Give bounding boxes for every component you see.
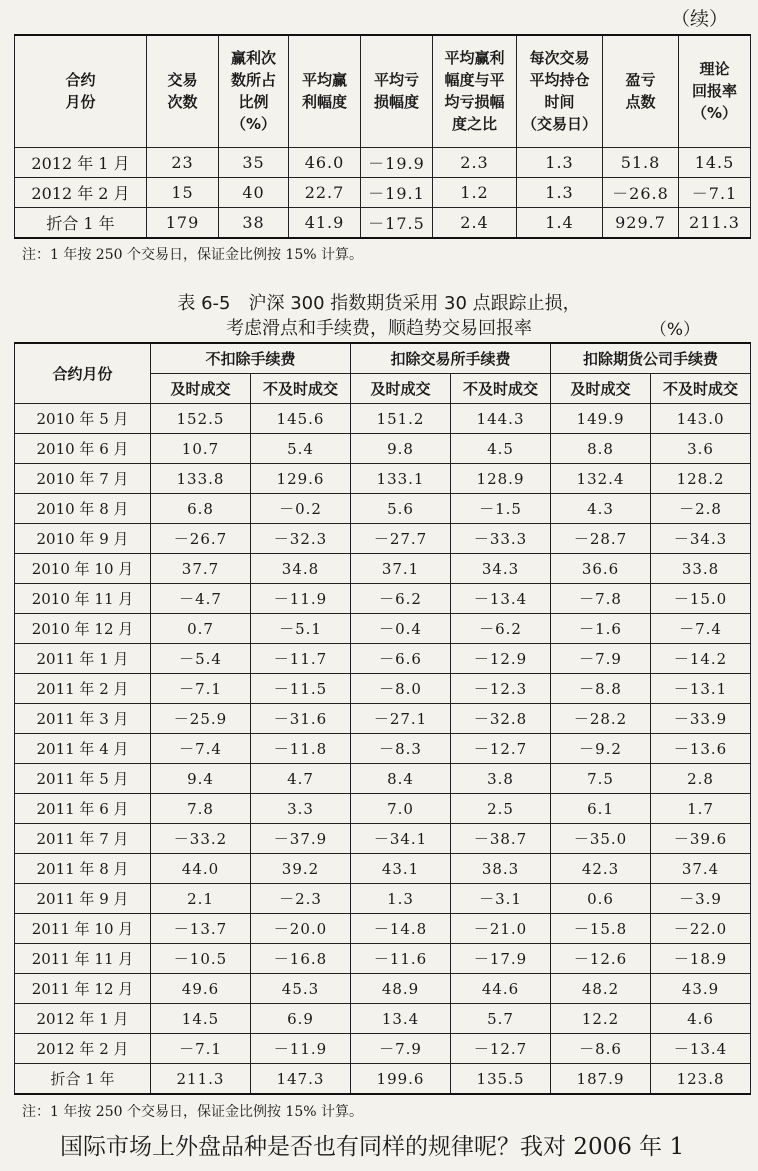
table-2-subheader: 不及时成交: [251, 374, 351, 404]
table-1-month-cell: 2012 年 1 月: [15, 147, 147, 177]
table-2-value-cell: －1.6: [551, 614, 651, 644]
table-2-row: [15, 404, 751, 434]
table-2-value-cell: －5.4: [151, 644, 251, 674]
table-2-value-cell: －14.2: [651, 644, 751, 674]
table-2-group-row: [15, 343, 751, 374]
table-2-value-cell: －27.7: [351, 524, 451, 554]
table-2-value-cell: －9.2: [551, 734, 651, 764]
table-1-value-cell: 1.4: [517, 207, 603, 238]
table-2-value-cell: －13.4: [651, 1034, 751, 1064]
table-1-header-cell: 理论 回报率 （%）: [679, 35, 751, 147]
table-2-value-cell: －7.1: [151, 1034, 251, 1064]
table-2-value-cell: －32.3: [251, 524, 351, 554]
table-2-value-cell: －7.9: [351, 1034, 451, 1064]
table-2-value-cell: 187.9: [551, 1064, 651, 1095]
table-2-row: [15, 584, 751, 614]
table-2-value-cell: －7.4: [151, 734, 251, 764]
table-2-value-cell: －22.0: [651, 914, 751, 944]
table-2-caption-line-1: 表 6-5 沪深 300 指数期货采用 30 点跟踪止损，: [177, 293, 581, 314]
table-2-value-cell: 5.4: [251, 434, 351, 464]
table-2-value-cell: 133.8: [151, 464, 251, 494]
table-2-value-cell: －13.6: [651, 734, 751, 764]
table-2-value-cell: 2.1: [151, 884, 251, 914]
table-2-value-cell: 145.6: [251, 404, 351, 434]
table-1-value-cell: 35: [219, 147, 289, 177]
table-2-row: [15, 794, 751, 824]
table-2-value-cell: －12.9: [451, 644, 551, 674]
table-1-row: [15, 147, 751, 177]
table-2-value-cell: 128.2: [651, 464, 751, 494]
table-2-row: [15, 464, 751, 494]
table-2-month-cell: 2011 年 11 月: [15, 944, 151, 974]
table-2-value-cell: －26.7: [151, 524, 251, 554]
table-2-value-cell: 143.0: [651, 404, 751, 434]
table-2-row: [15, 764, 751, 794]
table-1-value-cell: 1.2: [433, 177, 517, 207]
table-2-value-cell: －20.0: [251, 914, 351, 944]
table-2-value-cell: 144.3: [451, 404, 551, 434]
table-2-month-cell: 2011 年 10 月: [15, 914, 151, 944]
table-2-month-cell: 2011 年 8 月: [15, 854, 151, 884]
table-1-value-cell: －7.1: [679, 177, 751, 207]
table-2-value-cell: 147.3: [251, 1064, 351, 1095]
table-2-value-cell: 1.7: [651, 794, 751, 824]
table-2-month-cell: 2011 年 1 月: [15, 644, 151, 674]
table-2-subheader: 不及时成交: [651, 374, 751, 404]
table-2-month-cell: 2011 年 6 月: [15, 794, 151, 824]
table-1-header-row: [15, 35, 751, 147]
table-2-month-cell: 2011 年 7 月: [15, 824, 151, 854]
table-2-value-cell: 123.8: [651, 1064, 751, 1095]
table-2-value-cell: －12.3: [451, 674, 551, 704]
table-2-value-cell: 0.6: [551, 884, 651, 914]
table-2-value-cell: 43.9: [651, 974, 751, 1004]
table-2-value-cell: －35.0: [551, 824, 651, 854]
table-2-row: [15, 614, 751, 644]
table-2-row: [15, 494, 751, 524]
table-1-value-cell: 38: [219, 207, 289, 238]
table-2-value-cell: 34.3: [451, 554, 551, 584]
table-2-value-cell: 48.2: [551, 974, 651, 1004]
table-2-value-cell: －28.7: [551, 524, 651, 554]
table-2-value-cell: 3.6: [651, 434, 751, 464]
table-2-value-cell: 1.3: [351, 884, 451, 914]
table-2-value-cell: －38.7: [451, 824, 551, 854]
table-1-header-cell: 平均赢利 幅度与平 均亏损幅 度之比: [433, 35, 517, 147]
table-1-value-cell: －19.1: [361, 177, 433, 207]
table-1-value-cell: －19.9: [361, 147, 433, 177]
table-2-value-cell: －0.2: [251, 494, 351, 524]
table-2-value-cell: －15.0: [651, 584, 751, 614]
table-2-value-cell: 3.8: [451, 764, 551, 794]
table-2-value-cell: 9.8: [351, 434, 451, 464]
table-2-row: [15, 1064, 751, 1095]
continued-label: （续）: [670, 8, 728, 30]
table-1-header-cell: 每次交易 平均持仓 时间 （交易日）: [517, 35, 603, 147]
table-2-row: [15, 704, 751, 734]
table-2-month-cell: 2011 年 2 月: [15, 674, 151, 704]
table-1-header-cell: 平均赢 利幅度: [289, 35, 361, 147]
table-2-subheader: 及时成交: [351, 374, 451, 404]
table-2-value-cell: －14.8: [351, 914, 451, 944]
table-2-value-cell: －6.2: [451, 614, 551, 644]
table-2-value-cell: －3.9: [651, 884, 751, 914]
table-2-value-cell: －7.4: [651, 614, 751, 644]
table-2-month-cell: 2010 年 11 月: [15, 584, 151, 614]
table-1-value-cell: 2.4: [433, 207, 517, 238]
table-2-value-cell: 33.8: [651, 554, 751, 584]
table-1-value-cell: 929.7: [603, 207, 679, 238]
table-2-row: [15, 734, 751, 764]
table-2-value-cell: －12.7: [451, 1034, 551, 1064]
table-2-value-cell: 13.4: [351, 1004, 451, 1034]
table-2-value-cell: 211.3: [151, 1064, 251, 1095]
table-2-row: [15, 884, 751, 914]
table-2-value-cell: －21.0: [451, 914, 551, 944]
table-2-value-cell: 48.9: [351, 974, 451, 1004]
table-2-value-cell: 129.6: [251, 464, 351, 494]
table-2-row: [15, 854, 751, 884]
table-2-row: [15, 914, 751, 944]
table-2-value-cell: 34.8: [251, 554, 351, 584]
table-2-value-cell: 4.3: [551, 494, 651, 524]
table-2-value-cell: －5.1: [251, 614, 351, 644]
table-2-row: [15, 524, 751, 554]
table-1-month-cell: 2012 年 2 月: [15, 177, 147, 207]
table-1-value-cell: 51.8: [603, 147, 679, 177]
table-2-group-header: 扣除期货公司手续费: [551, 343, 751, 374]
table-1-header-cell: 合约 月份: [15, 35, 147, 147]
table-2-value-cell: －12.7: [451, 734, 551, 764]
table-2-value-cell: －11.9: [251, 584, 351, 614]
table-2-month-cell: 2011 年 4 月: [15, 734, 151, 764]
table-1-row: [15, 177, 751, 207]
table-2-value-cell: 128.9: [451, 464, 551, 494]
table-2-value-cell: －17.9: [451, 944, 551, 974]
table-2-value-cell: －11.6: [351, 944, 451, 974]
table-2-value-cell: 2.5: [451, 794, 551, 824]
table-2-value-cell: 45.3: [251, 974, 351, 1004]
table-1-value-cell: 41.9: [289, 207, 361, 238]
table-2-value-cell: 7.8: [151, 794, 251, 824]
table-2-subheader: 及时成交: [151, 374, 251, 404]
table-2-month-cell: 2012 年 2 月: [15, 1034, 151, 1064]
table-2-value-cell: －16.8: [251, 944, 351, 974]
table-2-value-cell: 133.1: [351, 464, 451, 494]
table-2-value-cell: 4.7: [251, 764, 351, 794]
table-2-unit: （%）: [649, 320, 700, 340]
table-2-month-cell: 2011 年 5 月: [15, 764, 151, 794]
table-2-row: [15, 644, 751, 674]
table-2-value-cell: －2.3: [251, 884, 351, 914]
table-2-row: [15, 824, 751, 854]
table-1-note: 注：1 年按 250 个交易日，保证金比例按 15% 计算。: [22, 247, 363, 263]
table-1-value-cell: 15: [147, 177, 219, 207]
table-2-row: [15, 674, 751, 704]
table-2-value-cell: －8.3: [351, 734, 451, 764]
table-2-value-cell: －7.9: [551, 644, 651, 674]
table-2-value-cell: 135.5: [451, 1064, 551, 1095]
table-2-month-cell: 2010 年 6 月: [15, 434, 151, 464]
table-2-value-cell: －7.8: [551, 584, 651, 614]
table-2-value-cell: －33.3: [451, 524, 551, 554]
table-2-value-cell: 5.6: [351, 494, 451, 524]
table-2-value-cell: －33.2: [151, 824, 251, 854]
table-2-group-header: 不扣除手续费: [151, 343, 351, 374]
table-2-subheader: 不及时成交: [451, 374, 551, 404]
table-2-value-cell: 39.2: [251, 854, 351, 884]
table-2-value-cell: 6.9: [251, 1004, 351, 1034]
table-2-value-cell: －7.1: [151, 674, 251, 704]
table-2-value-cell: 42.3: [551, 854, 651, 884]
table-1: [14, 34, 751, 239]
table-2-value-cell: 4.6: [651, 1004, 751, 1034]
table-2-value-cell: 0.7: [151, 614, 251, 644]
table-2-value-cell: 14.5: [151, 1004, 251, 1034]
table-1-value-cell: －26.8: [603, 177, 679, 207]
table-2-value-cell: 37.1: [351, 554, 451, 584]
body-paragraph: 国际市场上外盘品种是否也有同样的规律呢？我对 2006 年 1: [60, 1134, 685, 1160]
table-2-value-cell: －32.8: [451, 704, 551, 734]
table-2-value-cell: 10.7: [151, 434, 251, 464]
table-2-month-cell: 2011 年 9 月: [15, 884, 151, 914]
table-2-value-cell: －31.6: [251, 704, 351, 734]
table-1-value-cell: 40: [219, 177, 289, 207]
table-2-subheader: 及时成交: [551, 374, 651, 404]
table-1-value-cell: 179: [147, 207, 219, 238]
table-2-value-cell: 5.7: [451, 1004, 551, 1034]
table-2-value-cell: －8.8: [551, 674, 651, 704]
table-2-value-cell: －8.0: [351, 674, 451, 704]
table-1-value-cell: 14.5: [679, 147, 751, 177]
table-2-month-cell: 2012 年 1 月: [15, 1004, 151, 1034]
table-2-value-cell: 2.8: [651, 764, 751, 794]
table-2-row: [15, 974, 751, 1004]
table-2-value-cell: －39.6: [651, 824, 751, 854]
table-2-value-cell: －37.9: [251, 824, 351, 854]
table-2-value-cell: －1.5: [451, 494, 551, 524]
table-2-value-cell: 4.5: [451, 434, 551, 464]
table-2-value-cell: －3.1: [451, 884, 551, 914]
table-2-value-cell: －13.1: [651, 674, 751, 704]
table-2-month-cell: 2011 年 12 月: [15, 974, 151, 1004]
table-2-note: 注：1 年按 250 个交易日，保证金比例按 15% 计算。: [22, 1104, 363, 1120]
table-2-group-header: 扣除交易所手续费: [351, 343, 551, 374]
table-2-month-cell: 2010 年 12 月: [15, 614, 151, 644]
table-2-value-cell: 37.4: [651, 854, 751, 884]
table-2-month-cell: 折合 1 年: [15, 1064, 151, 1095]
table-2-value-cell: 36.6: [551, 554, 651, 584]
table-2-value-cell: 44.6: [451, 974, 551, 1004]
table-2-value-cell: 44.0: [151, 854, 251, 884]
table-2-row: [15, 944, 751, 974]
table-2-value-cell: 7.5: [551, 764, 651, 794]
table-2-value-cell: 132.4: [551, 464, 651, 494]
table-2-value-cell: 6.1: [551, 794, 651, 824]
table-2-value-cell: －12.6: [551, 944, 651, 974]
table-2-month-cell: 2010 年 10 月: [15, 554, 151, 584]
table-2-value-cell: －13.7: [151, 914, 251, 944]
table-2-value-cell: －2.8: [651, 494, 751, 524]
table-2-value-cell: －33.9: [651, 704, 751, 734]
table-2-row: [15, 434, 751, 464]
table-2-value-cell: －34.3: [651, 524, 751, 554]
table-2-value-cell: －4.7: [151, 584, 251, 614]
table-1-value-cell: 2.3: [433, 147, 517, 177]
table-2-value-cell: 37.7: [151, 554, 251, 584]
table-2-row: [15, 554, 751, 584]
table-1-value-cell: 22.7: [289, 177, 361, 207]
table-1-header-cell: 交易 次数: [147, 35, 219, 147]
table-1-header-cell: 赢利次 数所占 比例 （%）: [219, 35, 289, 147]
table-1-value-cell: 23: [147, 147, 219, 177]
table-2-value-cell: 8.4: [351, 764, 451, 794]
table-2: [14, 342, 751, 1095]
table-2-month-cell: 2010 年 9 月: [15, 524, 151, 554]
table-2-value-cell: 7.0: [351, 794, 451, 824]
table-2-value-cell: －8.6: [551, 1034, 651, 1064]
table-2-month-cell: 2010 年 5 月: [15, 404, 151, 434]
table-2-value-cell: 151.2: [351, 404, 451, 434]
table-2-value-cell: －11.8: [251, 734, 351, 764]
table-1-row: [15, 207, 751, 238]
table-2-header-month: 合约月份: [15, 343, 151, 404]
table-1-value-cell: 1.3: [517, 177, 603, 207]
table-2-value-cell: 43.1: [351, 854, 451, 884]
table-1-month-cell: 折合 1 年: [15, 207, 147, 238]
table-2-value-cell: 6.8: [151, 494, 251, 524]
table-2-value-cell: 3.3: [251, 794, 351, 824]
table-1-header-cell: 平均亏 损幅度: [361, 35, 433, 147]
table-2-month-cell: 2011 年 3 月: [15, 704, 151, 734]
table-2-value-cell: －6.6: [351, 644, 451, 674]
table-2-value-cell: 49.6: [151, 974, 251, 1004]
table-1-value-cell: 46.0: [289, 147, 361, 177]
table-2-value-cell: －11.9: [251, 1034, 351, 1064]
table-2-value-cell: －0.4: [351, 614, 451, 644]
table-2-value-cell: 199.6: [351, 1064, 451, 1095]
table-2-value-cell: －18.9: [651, 944, 751, 974]
table-1-value-cell: －17.5: [361, 207, 433, 238]
table-2-value-cell: －34.1: [351, 824, 451, 854]
table-2-month-cell: 2010 年 7 月: [15, 464, 151, 494]
table-1-value-cell: 1.3: [517, 147, 603, 177]
table-1-header-cell: 盈亏 点数: [603, 35, 679, 147]
table-1-value-cell: 211.3: [679, 207, 751, 238]
table-2-value-cell: －11.7: [251, 644, 351, 674]
table-2-value-cell: －25.9: [151, 704, 251, 734]
table-2-value-cell: 149.9: [551, 404, 651, 434]
table-2-value-cell: 12.2: [551, 1004, 651, 1034]
table-2-value-cell: 8.8: [551, 434, 651, 464]
table-2-value-cell: －6.2: [351, 584, 451, 614]
table-2-value-cell: －13.4: [451, 584, 551, 614]
table-2-value-cell: 152.5: [151, 404, 251, 434]
table-2-value-cell: 38.3: [451, 854, 551, 884]
table-2-value-cell: －15.8: [551, 914, 651, 944]
table-2-month-cell: 2010 年 8 月: [15, 494, 151, 524]
table-2-row: [15, 1004, 751, 1034]
table-2-value-cell: 9.4: [151, 764, 251, 794]
table-2-value-cell: －10.5: [151, 944, 251, 974]
table-2-value-cell: －28.2: [551, 704, 651, 734]
table-2-row: [15, 1034, 751, 1064]
table-2-caption-line-2: 考虑滑点和手续费，顺趋势交易回报率: [226, 318, 532, 339]
table-2-value-cell: －27.1: [351, 704, 451, 734]
table-2-value-cell: －11.5: [251, 674, 351, 704]
